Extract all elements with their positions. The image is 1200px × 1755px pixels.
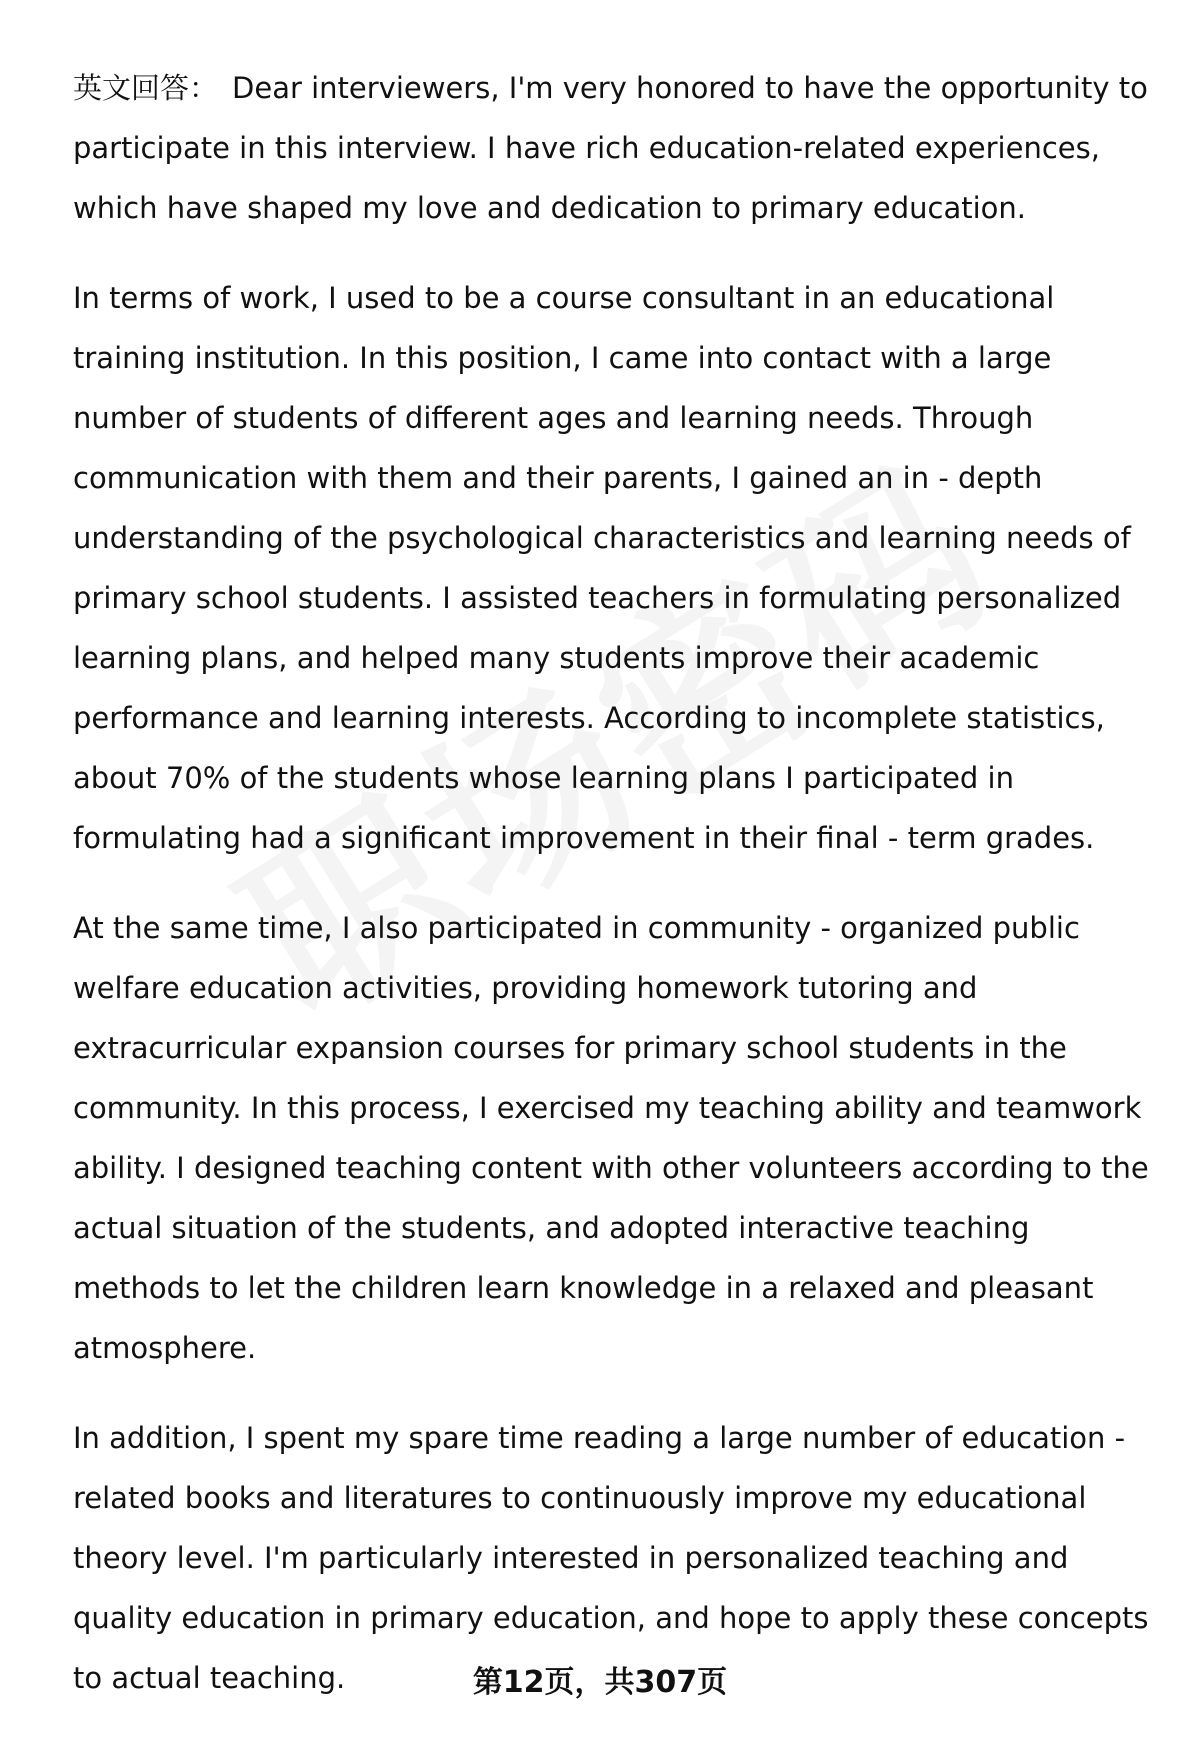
page-number-footer: 第12页，共307页: [472, 1665, 728, 1700]
paragraph-text: In addition, I spent my spare time reading a large number of education - related books and literatures to continuously improve my educational theory level. I'm particularly interested in personalized teaching and quality education in primary education, and hope to apply these concepts to actual teaching.: [73, 1421, 1149, 1695]
document-body: [73, 58, 1153, 1738]
paragraph-intro: [73, 58, 1153, 238]
paragraph-community: [73, 898, 1153, 1378]
paragraph-text: At the same time, I also participated in community - organized public welfare education activities, providing homework tutoring and extracurricular expansion courses for primary school students in the community. In this process, I exercised my teaching ability and teamwork ability. I designed teaching content with other volunteers according to the actual situation of the students, and adopted interactive teaching methods to let the children learn knowledge in a relaxed and pleasant atmosphere.: [73, 911, 1149, 1365]
intro-label: 英文回答：: [73, 71, 219, 105]
paragraph-work: [73, 268, 1153, 868]
paragraph-text: In terms of work, I used to be a course consultant in an educational training institution. In this position, I came into contact with a large number of students of different ages and learning needs. Through communication with them and their parents, I gained an in - depth understanding of the psychological characteristics and learning needs of primary school students. I assisted teachers in formulating personalized learning plans, and helped many students improve their academic performance and learning interests. According to incomplete statistics, about 70% of the students whose learning plans I participated in formulating had a significant improvement in their final - term grades.: [73, 281, 1131, 855]
paragraph-text: Dear interviewers, I'm very honored to have the opportunity to participate in this interview. I have rich education-related experiences, which have shaped my love and dedication to primary education.: [73, 71, 1148, 225]
